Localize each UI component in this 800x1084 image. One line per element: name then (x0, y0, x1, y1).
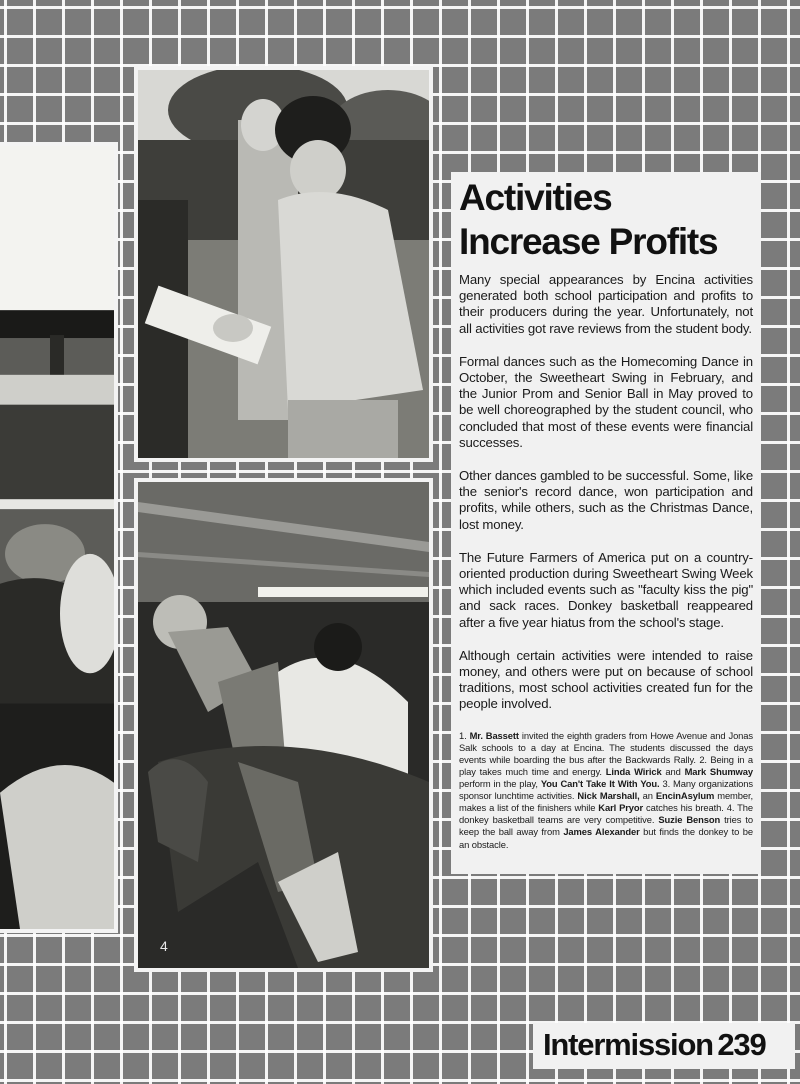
caption-text: an (639, 790, 656, 802)
caption-name: Mr. Bassett (469, 729, 519, 741)
caption-text: but finds the donkey to be an obstacle. (459, 826, 754, 850)
caption-org: EncinAsylum (655, 790, 715, 802)
page-number: 239 (717, 1027, 766, 1062)
article-body (459, 272, 753, 713)
caption-text: catches his breath. 4. The donkey basketball teams are very competitive. (459, 802, 753, 826)
caption-text: tries to keep the ball away from (459, 814, 753, 838)
headline-line-2: Increase Profits (459, 221, 718, 262)
article-paragraph: Although certain activities were intended to raise money, and others were put on because of school traditions, most school activities created fun for the people involved. (459, 647, 753, 712)
caption-play-title: You Can't Take It With You. (540, 778, 660, 790)
caption-text: invited the eighth graders from Howe Avenue and Jonas Salk schools to a day at Encina. The students discussed the days events while boarding the bus after the Backwards Rally. 2. Being in a play takes much time and energy. (459, 729, 753, 777)
caption-name: Linda Wirick (605, 765, 662, 777)
article-headline (459, 176, 753, 264)
headline-line-1: Activities (459, 177, 612, 218)
article-paragraph: Many special appearances by Encina activities generated both school participation and profits to their producers during the year. Unfortunately, not all activities got rave reviews from the student body. (459, 272, 753, 336)
article-text-box (451, 172, 761, 874)
caption-text: 1. (459, 729, 470, 741)
article-paragraph: The Future Farmers of America put on a country-oriented production during Sweetheart Swing Week which included events such as "faculty kiss the pig" and sack races. Donkey basketball reappeared after a five year hiatus from the school's stage. (459, 549, 753, 630)
caption-name: Suzie Benson (658, 814, 721, 826)
section-name: Intermission (543, 1027, 713, 1062)
caption-name: Nick Marshall, (577, 790, 640, 802)
photo-number: 4 (160, 938, 168, 954)
article-paragraph: Formal dances such as the Homecoming Dance in October, the Sweetheart Swing in February, and the Junior Prom and Senior Ball in May proved to be well choreographed by the student council, who concluded that most of these events were financial successes. (459, 353, 753, 450)
photo-captions (459, 730, 753, 851)
caption-name: James Alexander (563, 826, 640, 838)
caption-name: Karl Pryor (598, 802, 644, 814)
caption-text: perform in the play, (459, 778, 541, 790)
photo-crowd-left (0, 142, 118, 933)
caption-text: member, makes a list of the finishers while (459, 790, 754, 814)
photo-students-clipboard (134, 66, 433, 462)
caption-text: 3. Many organizations sponsor lunchtime activities. (459, 778, 753, 802)
caption-name: Mark Shumway (684, 765, 753, 777)
photo-donkey-basketball (134, 478, 433, 972)
caption-text: and (661, 765, 685, 777)
article-paragraph: Other dances gambled to be successful. Some, like the senior's record dance, won participation and profits, while others, such as the Christmas Dance, lost money. (459, 468, 753, 532)
page-folio (533, 1023, 795, 1069)
